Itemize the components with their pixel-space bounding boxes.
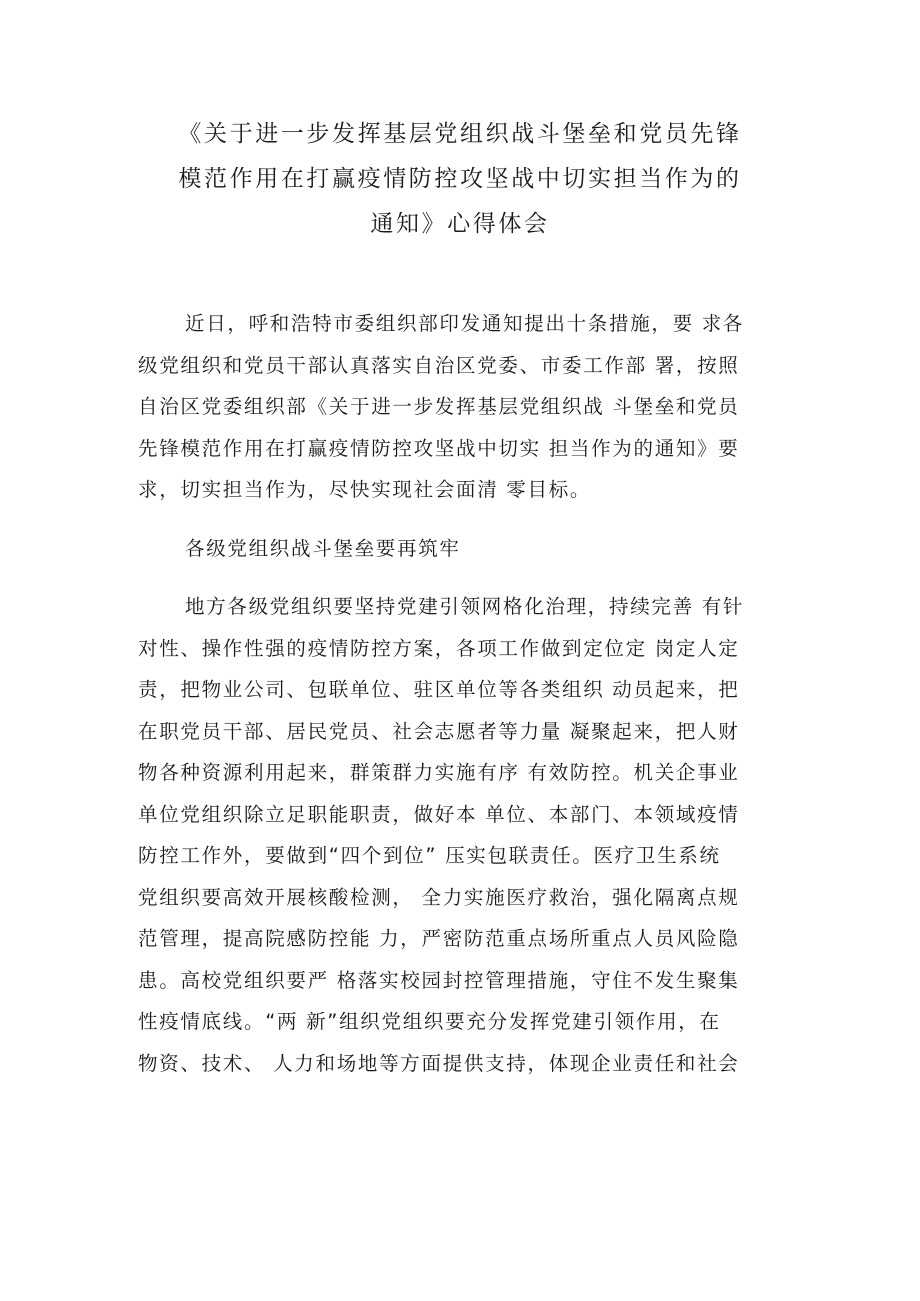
title-line: 《关于进一步发挥基层党组织战斗堡垒和党员先锋 xyxy=(178,121,742,147)
paragraph-spacer xyxy=(138,569,788,586)
text-line: 防控工作外，要做到“四个到位” 压实包联责任。医疗卫生系统 xyxy=(138,844,721,867)
paragraph-local-orgs xyxy=(138,586,788,1084)
document-title xyxy=(120,112,800,247)
text-line: 对性、操作性强的疫情防控方案，各项工作做到定位定 岗定人定 xyxy=(138,636,740,660)
paragraph-intro xyxy=(138,303,788,511)
title-line: 通知》心得体会 xyxy=(370,211,550,237)
text-line: 级党组织和党员干部认真落实自治区党委、市委工作部 署，按照 xyxy=(138,353,740,377)
text-line: 党组织要高效开展核酸检测， 全力实施医疗救治，强化隔离点规 xyxy=(138,885,740,909)
text-line: 性疫情底线。“两 新”组织党组织要充分发挥党建引领作用，在 xyxy=(138,1010,721,1033)
text-line: 范管理，提高院感防控能 力，严密防范重点场所重点人员风险隐 xyxy=(138,927,740,950)
text-line: 自治区党委组织部《关于进一步发挥基层党组织战 斗堡垒和党员 xyxy=(138,395,740,418)
paragraph-spacer xyxy=(138,511,788,528)
text-line: 地方各级党组织要坚持党建引领网格化治理，持续完善 有针 xyxy=(185,595,745,618)
text-line: 患。高校党组织要严 格落实校园封控管理措施，守住不发生聚集 xyxy=(138,968,740,992)
text-line: 责，把物业公司、包联单位、驻区单位等各类组织 动员起来，把 xyxy=(138,678,740,701)
text-line: 物资、技术、 人力和场地等方面提供支持，体现企业责任和社会 xyxy=(138,1051,740,1075)
title-line: 模范作用在打赢疫情防控攻坚战中切实担当作为的 xyxy=(178,166,742,192)
section-heading xyxy=(138,528,788,570)
text-line: 单位党组织除立足职能职责，做好本 单位、本部门、本领域疫情 xyxy=(138,802,740,826)
document-body xyxy=(138,303,788,1084)
text-line: 先锋模范作用在打赢疫情防控攻坚战中切实 担当作为的通知》要 xyxy=(138,436,740,460)
text-line: 在职党员干部、居民党员、社会志愿者等力量 凝聚起来，把人财 xyxy=(138,719,740,743)
text-line: 各级党组织战斗堡垒要再筑牢 xyxy=(185,536,461,560)
text-line: 求，切实担当作为，尽快实现社会面清 零目标。 xyxy=(138,478,592,501)
text-line: 物各种资源利用起来，群策群力实施有序 有效防控。机关企事业 xyxy=(138,761,740,784)
text-line: 近日，呼和浩特市委组织部印发通知提出十条措施，要 求各 xyxy=(185,312,745,335)
